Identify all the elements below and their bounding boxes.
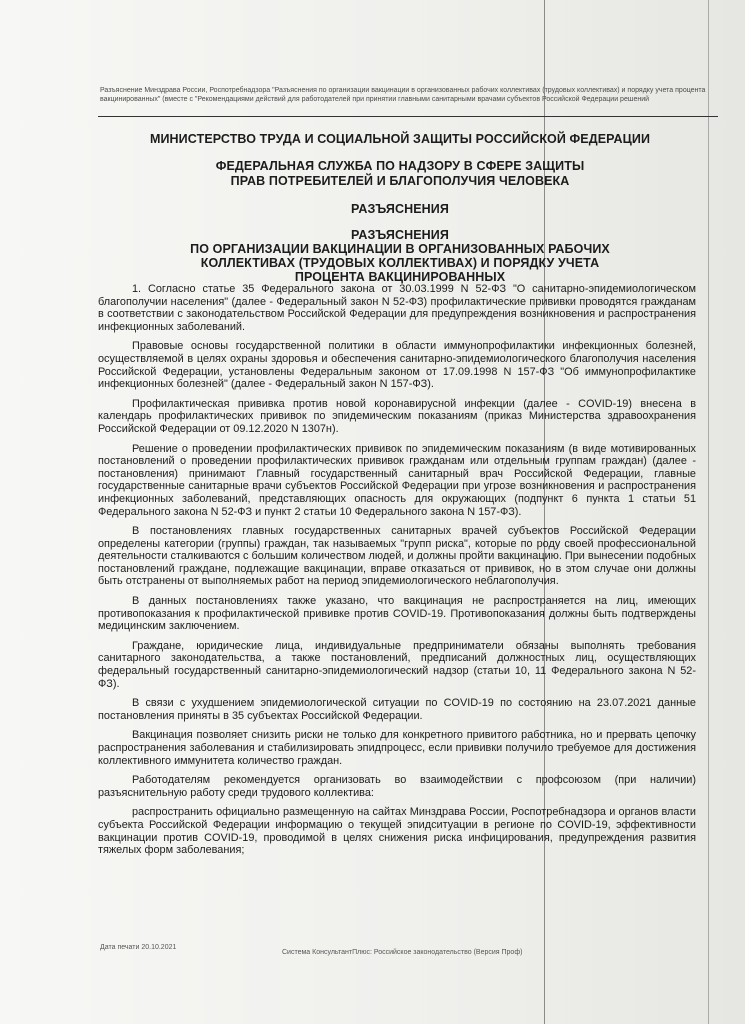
footer-print-date: Дата печати 20.10.2021 [100,944,177,951]
header-divider [98,116,718,117]
body-paragraph: Профилактическая прививка против новой коронавирусной инфекции (далее - COVID-19) внесена в календарь профилактических прививок по эпидемическим показаниям (приказ Министерства здравоохранения Российской Федерации от 09.12.2020 N 1307н). [98,397,696,435]
document-header-note: Разъяснение Минздрава России, Роспотребнадзора "Разъяснения по организации вакцинации в организованных рабочих коллективах (трудовых коллективах) и порядку учета процента вакцинированных" (вместе с "Рекомендациями действий для работодателей при принятии главными санитарными врачами субъектов Российской Федерации решений [100,87,706,103]
body-paragraph: Граждане, юридические лица, индивидуальные предприниматели обязаны выполнять требования санитарного законодательства, а также постановлений, предписаний должностных лиц, осуществляющих федеральный государственный санитарно-эпидемиологический надзор (статьи 10, 11 Федерального закона N 52-ФЗ). [98,639,696,690]
service-title-line-2: ПРАВ ПОТРЕБИТЕЛЕЙ И БЛАГОПОЛУЧИЯ ЧЕЛОВЕКА [230,174,570,188]
body-paragraph: распространить официально размещенную на сайтах Минздрава России, Роспотребнадзора и органов власти субъекта Российской Федерации информацию о текущей эпидситуации в регионе по COVID-19, эффективности вакцинации против COVID-19, проводимой в целях снижения риска инфицирования, предупреждения развития тяжелых форм заболевания; [98,806,696,857]
body-paragraph: В связи с ухудшением эпидемиологической ситуации по COVID-19 по состоянию на 23.07.2021 данные постановления приняты в 35 субъектах Российской Федерации. [98,697,696,722]
body-paragraph: Правовые основы государственной политики в области иммунопрофилактики инфекционных болезней, осуществляемой в целях охраны здоровья и обеспечения санитарно-эпидемиологического благополучия населения Российской Федерации, установлены Федеральным законом от 17.09.1998 N 157-ФЗ "Об иммунопрофилактике инфекционных болезней" (далее - Федеральный закон N 157-ФЗ). [98,340,696,391]
scan-artifact-line [708,0,709,1024]
service-title-line-1: ФЕДЕРАЛЬНАЯ СЛУЖБА ПО НАДЗОРУ В СФЕРЕ ЗАЩИТЫ [215,159,585,173]
footer-system-name: Система КонсультантПлюс: Российское законодательство (Версия Проф) [282,949,523,956]
body-paragraph: 1. Согласно статье 35 Федерального закона от 30.03.1999 N 52-ФЗ "О санитарно-эпидемиологическом благополучии населения" (далее - Федеральный закон N 52-ФЗ) профилактические прививки проводятся гражданам в соответствии с законодательством Российской Федерации для предупреждения возникновения и распространения инфекционных заболеваний. [98,283,696,333]
document-title-line-1: РАЗЪЯСНЕНИЯ [351,228,449,242]
ministry-title: МИНИСТЕРСТВО ТРУДА И СОЦИАЛЬНОЙ ЗАЩИТЫ РОССИЙСКОЙ ФЕДЕРАЦИИ [149,132,651,146]
document-title-line-4: ПРОЦЕНТА ВАКЦИНИРОВАННЫХ [294,270,506,284]
document-title-line-2: ПО ОРГАНИЗАЦИИ ВАКЦИНАЦИИ В ОРГАНИЗОВАННЫХ РАБОЧИХ [190,242,610,256]
body-paragraph: Работодателям рекомендуется организовать во взаимодействии с профсоюзом (при наличии) разъяснительную работу среди трудового коллектива: [98,774,696,799]
body-paragraph: Решение о проведении профилактических прививок по эпидемическим показаниям (в виде мотивированных постановлений о проведении профилактических прививок гражданам или отдельным группам граждан) (далее - постановления) принимают Главный государственный санитарный врач Российской Федерации, главные государственные санитарные врачи субъектов Российской Федерации при угрозе возникновения и распространения инфекционных заболеваний, представляющих опасность для окружающих (подпункт 6 пункта 1 статьи 51 Федерального закона N 52-ФЗ и пункт 2 статьи 10 Федерального закона N 157-ФЗ). [98,442,696,518]
body-paragraph: В постановлениях главных государственных санитарных врачей субъектов Российской Федерации определены категории (группы) граждан, так называемых "групп риска", которые по роду своей профессиональной деятельности сталкиваются с большим количеством людей, и должны пройти вакцинацию. При вынесении подобных постановлений граждане, подлежащие вакцинации, вправе отказаться от прививок, но в этом случае они должны быть отстранены от выполняемых работ на период эпидемиологического неблагополучия. [98,525,696,588]
document-type: РАЗЪЯСНЕНИЯ [351,202,449,216]
body-paragraph: В данных постановлениях также указано, что вакцинация не распространяется на лиц, имеющих противопоказания к профилактической прививке против COVID-19. Противопоказания должны быть подтверждены медицинским заключением. [98,595,696,633]
body-paragraph: Вакцинация позволяет снизить риски не только для конкретного привитого работника, но и прервать цепочку распространения заболевания и стабилизировать эпидпроцесс, если прививки получило требуемое для достижения коллективного иммунитета количество граждан. [98,729,696,767]
document-title-line-3: КОЛЛЕКТИВАХ (ТРУДОВЫХ КОЛЛЕКТИВАХ) И ПОРЯДКУ УЧЕТА [200,256,600,270]
document-body [98,283,696,864]
